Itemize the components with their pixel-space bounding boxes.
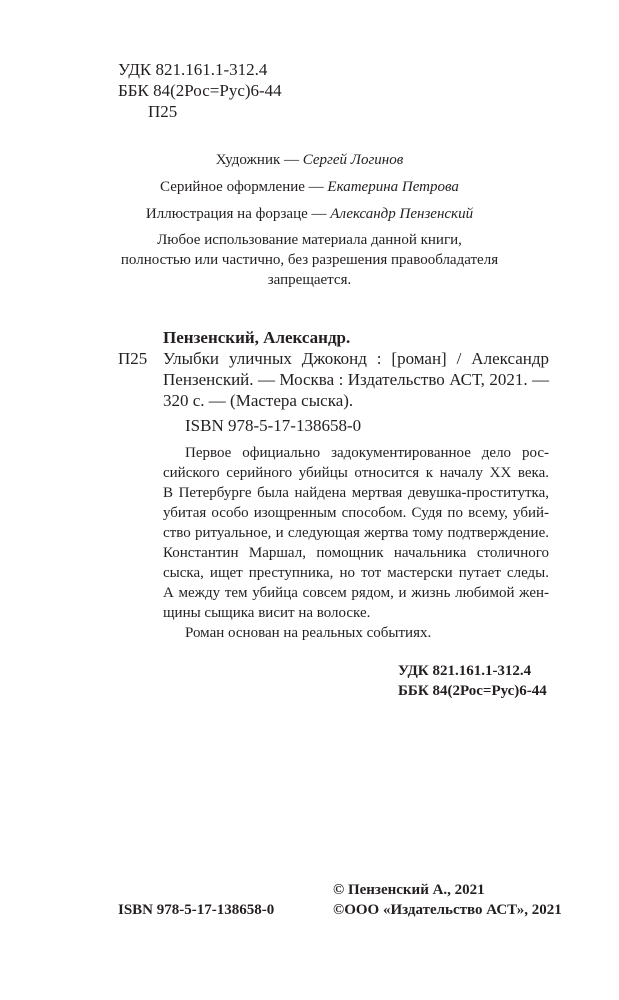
annotation-line: А между тем убийца совсем рядом, и жизнь любимой жен- bbox=[163, 585, 549, 601]
annotation-last-line: Роман основан на реальных событиях. bbox=[185, 625, 432, 641]
copyright-notice-line: запрещается. bbox=[267, 272, 352, 288]
copyright-publisher: ©ООО «Издательство АСТ», 2021 bbox=[333, 902, 562, 918]
annotation-line: Константин Маршал, помощник начальника столичного bbox=[163, 545, 549, 561]
bbk-code: ББК 84(2Рос=Рус)6-44 bbox=[118, 81, 282, 100]
annotation-line: щины сыщика висит на волоске. bbox=[163, 605, 371, 621]
udk-code: УДК 821.161.1-312.4 bbox=[118, 60, 268, 79]
title-line: Улыбки уличных Джоконд : [роман] / Александр bbox=[163, 349, 549, 368]
credit-role: Иллюстрация на форзаце — bbox=[145, 206, 331, 222]
title-line: 320 с. — (Мастера сыска). bbox=[163, 391, 354, 410]
title-line: Пензенский. — Москва : Издательство АСТ, 2021. — bbox=[163, 370, 549, 389]
catalog-isbn: ISBN 978-5-17-138658-0 bbox=[185, 416, 362, 435]
author-heading: Пензенский, Александр. bbox=[163, 328, 351, 347]
catalog-mark: П25 bbox=[118, 349, 148, 368]
credit-name: Екатерина Петрова bbox=[327, 179, 459, 195]
credit-artist bbox=[0, 150, 619, 170]
credit-endpaper-illustration bbox=[0, 204, 619, 224]
credit-name: Александр Пензенский bbox=[330, 206, 474, 222]
credit-role: Серийное оформление — bbox=[160, 179, 328, 195]
annotation-line: сийского серийного убийцы относится к началу XX века. bbox=[163, 465, 549, 481]
annotation-line: ство ритуальное, и следующая жертва тому подтверждение. bbox=[163, 525, 549, 541]
credit-name: Сергей Логинов bbox=[302, 152, 404, 168]
credit-role: Художник — bbox=[215, 152, 303, 168]
bbk-code-bold: ББК 84(2Рос=Рус)6-44 bbox=[398, 683, 547, 699]
annotation-line: Первое официально задокументированное дело рос- bbox=[185, 445, 549, 461]
copyright-notice-line: Любое использование материала данной книги, bbox=[157, 232, 462, 248]
udk-code-bold: УДК 821.161.1-312.4 bbox=[398, 663, 532, 679]
copyright-author: © Пензенский А., 2021 bbox=[333, 882, 485, 898]
annotation-line: убитая особо изощренным способом. Судя по всему, убий- bbox=[163, 505, 549, 521]
author-mark: П25 bbox=[148, 102, 178, 121]
annotation-line: сыска, ищет преступника, но тот мастерски путает следы. bbox=[163, 565, 549, 581]
footer-isbn: ISBN 978-5-17-138658-0 bbox=[118, 902, 275, 918]
credit-series-design bbox=[0, 177, 619, 197]
copyright-notice-line: полностью или частично, без разрешения правообладателя bbox=[120, 252, 499, 268]
annotation-line: В Петербурге была найдена мертвая девушка-проститутка, bbox=[163, 485, 549, 501]
